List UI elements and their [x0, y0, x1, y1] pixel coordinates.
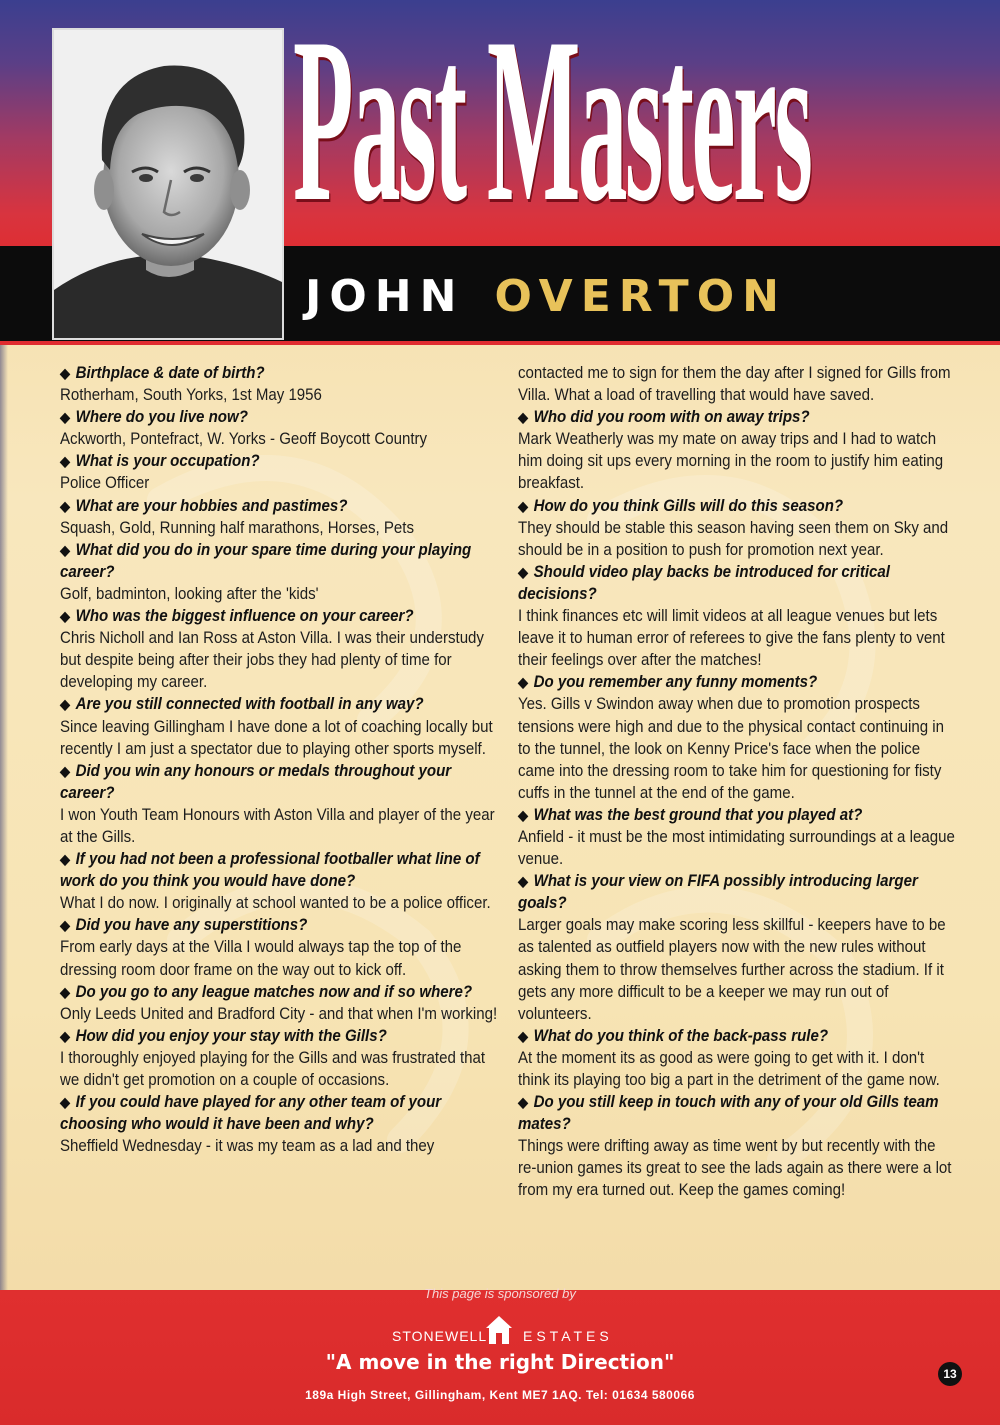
diamond-bullet-icon: ◆ — [60, 1094, 71, 1111]
player-name — [305, 262, 787, 332]
qa-item — [60, 539, 500, 605]
left-column — [60, 362, 500, 1157]
qa-item — [518, 1025, 958, 1091]
diamond-bullet-icon: ◆ — [60, 762, 71, 779]
question-text: Birthplace & date of birth? — [75, 364, 265, 382]
answer: I thoroughly enjoyed playing for the Gills and was frustrated that we didn't get promotion on a couple of occasions. — [60, 1048, 486, 1089]
diamond-bullet-icon: ◆ — [518, 1027, 529, 1044]
question — [518, 870, 958, 914]
qa-item — [60, 362, 500, 406]
qa-item — [60, 848, 500, 914]
question — [518, 1091, 958, 1135]
qa-item — [60, 1091, 500, 1157]
right-qa-list — [518, 362, 958, 1202]
question-text: Did you win any honours or medals throughout your career? — [60, 761, 452, 802]
question-text: What did you do in your spare time during your playing career? — [60, 540, 472, 581]
question — [60, 1091, 500, 1135]
question-text: What is your view on FIFA possibly introducing larger goals? — [518, 872, 918, 913]
sponsor-note: This page is sponsored by — [424, 1286, 576, 1301]
question — [60, 1025, 500, 1047]
diamond-bullet-icon: ◆ — [60, 696, 71, 713]
qa-item — [518, 671, 958, 804]
question-text: Do you go to any league matches now and if so where? — [75, 982, 473, 1001]
diamond-bullet-icon: ◆ — [518, 806, 529, 823]
question — [518, 495, 958, 517]
diamond-bullet-icon: ◆ — [518, 1094, 529, 1111]
answer: Chris Nicholl and Ian Ross at Aston Villa. I was their understudy but despite being after their jobs they had plenty of time for developing my career. — [60, 629, 484, 692]
question-text: What is your occupation? — [75, 452, 260, 471]
diamond-bullet-icon: ◆ — [60, 608, 71, 625]
diamond-bullet-icon: ◆ — [60, 1027, 71, 1044]
page-number: 13 — [938, 1362, 962, 1386]
question — [60, 495, 500, 517]
question — [60, 539, 500, 583]
answer: I won Youth Team Honours with Aston Villa and player of the year at the Gills. — [60, 805, 495, 846]
question-text: Did you have any superstitions? — [75, 916, 308, 935]
answer: Anfield - it must be the most intimidating surroundings at a league venue. — [518, 827, 955, 869]
sponsor-tagline: "A move in the right Direction" — [325, 1350, 675, 1374]
diamond-bullet-icon: ◆ — [518, 674, 529, 691]
diamond-bullet-icon: ◆ — [518, 563, 529, 580]
sponsor-logo — [380, 1312, 620, 1352]
question — [60, 693, 500, 715]
answer: Larger goals may make scoring less skillful - keepers have to be as talented as outfield players now with the new rules without asking them to throw themselves further across the stadium. If it gets any more difficult to be a keeper we may run out of volunteers. — [518, 916, 946, 1023]
brand-name-left: STONEWELL — [392, 1328, 488, 1344]
qa-item — [60, 1025, 500, 1091]
question-text: Are you still connected with football in any way? — [75, 695, 424, 714]
player-photo — [52, 28, 284, 340]
answer: Police Officer — [60, 474, 150, 493]
qa-item — [60, 981, 500, 1025]
answer: Ackworth, Pontefract, W. Yorks - Geoff Boycott Country — [60, 430, 428, 449]
qa-item — [60, 450, 500, 494]
house-icon — [484, 1314, 514, 1346]
answer: They should be stable this season having seen them on Sky and should be in a position to push for promotion next year. — [518, 518, 949, 559]
page-title: Past Masters — [293, 0, 811, 251]
diamond-bullet-icon: ◆ — [518, 497, 529, 514]
question — [60, 760, 500, 804]
question — [60, 605, 500, 627]
question-text: How did you enjoy your stay with the Gills? — [75, 1026, 387, 1045]
sponsor-footer — [0, 1286, 1000, 1425]
right-column — [518, 362, 958, 1202]
question — [518, 406, 958, 428]
answer: Squash, Gold, Running half marathons, Horses, Pets — [60, 518, 414, 537]
answer: Things were drifting away as time went by but recently with the re-union games its great to see the lads again as there were a lot from my era turned out. Keep the games coming! — [518, 1137, 952, 1200]
qa-item — [518, 1091, 958, 1201]
answer: Yes. Gills v Swindon away when due to promotion prospects tensions were high and due to the physical contact continuing in to the tunnel, the look on Kenny Price's face when the police came into the dressing room to take him for questioning for fisty cuffs in the tunnel at the end of the game. — [518, 695, 944, 802]
answer: Since leaving Gillingham I have done a lot of coaching locally but recently I am just a spectator due to playing other sports myself. — [60, 717, 493, 758]
continued-answer: contacted me to sign for them the day after I signed for Gills from Villa. What a load of travelling that would have saved. — [518, 364, 951, 405]
diamond-bullet-icon: ◆ — [60, 917, 71, 934]
diamond-bullet-icon: ◆ — [60, 983, 71, 1000]
question — [60, 848, 500, 892]
question — [60, 914, 500, 936]
qa-item — [518, 870, 958, 1025]
question-text: If you could have played for any other team of your choosing who would it have been and why? — [60, 1093, 442, 1134]
qa-item — [60, 693, 500, 759]
qa-item — [60, 914, 500, 980]
diamond-bullet-icon: ◆ — [518, 873, 529, 890]
qa-item — [60, 406, 500, 450]
question-text: Who did you room with on away trips? — [533, 408, 810, 427]
answer: From early days at the Villa I would always tap the top of the dressing room door frame on the way out to kick off. — [60, 938, 462, 979]
question-text: What are your hobbies and pastimes? — [75, 496, 348, 515]
qa-item — [518, 495, 958, 561]
diamond-bullet-icon: ◆ — [60, 497, 71, 514]
answer: Golf, badminton, looking after the 'kids' — [60, 584, 319, 603]
qa-item — [60, 495, 500, 539]
question — [60, 450, 500, 472]
question-text: What was the best ground that you played at? — [533, 805, 863, 824]
diamond-bullet-icon: ◆ — [60, 453, 71, 470]
question-text: If you had not been a professional footballer what line of work do you think you would have done? — [60, 850, 480, 891]
question-text: What do you think of the back-pass rule? — [533, 1026, 829, 1045]
question-text: Do you remember any funny moments? — [533, 673, 818, 692]
question-text: Where do you live now? — [75, 408, 248, 427]
question-text: Should video play backs be introduced for critical decisions? — [518, 562, 890, 603]
sponsor-address: 189a High Street, Gillingham, Kent ME7 1AQ. Tel: 01634 580066 — [305, 1388, 695, 1402]
answer: At the moment its as good as were going to get with it. I don't think its playing too big a part in the detriment of the game now. — [518, 1048, 940, 1089]
question — [518, 1025, 958, 1047]
question — [518, 804, 958, 826]
answer: Only Leeds United and Bradford City - and that when I'm working! — [60, 1004, 498, 1023]
answer: Rotherham, South Yorks, 1st May 1956 — [60, 386, 322, 405]
question — [60, 406, 500, 428]
qa-item — [60, 605, 500, 693]
brand-name-right: ESTATES — [523, 1328, 613, 1344]
question — [60, 362, 500, 384]
qa-item — [518, 406, 958, 494]
diamond-bullet-icon: ◆ — [60, 851, 71, 868]
qa-item — [60, 760, 500, 848]
answer: What I do now. I originally at school wanted to be a police officer. — [60, 894, 491, 913]
question-text: How do you think Gills will do this season? — [533, 496, 844, 515]
answer: I think finances etc will limit videos at all league venues but lets leave it to human error of referees to give the fans plenty to vent their feelings over after the matches! — [518, 607, 945, 670]
diamond-bullet-icon: ◆ — [60, 365, 71, 381]
player-last-name: OVERTON — [494, 271, 787, 322]
question — [518, 561, 958, 605]
question — [518, 671, 958, 693]
diamond-bullet-icon: ◆ — [60, 541, 71, 558]
player-first-name: JOHN — [305, 271, 465, 322]
answer: Mark Weatherly was my mate on away trips and I had to watch him doing sit ups every morning in the room to justify him eating breakfast. — [518, 430, 944, 493]
question-text: Do you still keep in touch with any of your old Gills team mates? — [518, 1093, 939, 1134]
qa-item — [518, 804, 958, 870]
answer: Sheffield Wednesday - it was my team as a lad and they — [60, 1137, 435, 1156]
diamond-bullet-icon: ◆ — [518, 409, 529, 426]
diamond-bullet-icon: ◆ — [60, 409, 71, 426]
question-text: Who was the biggest influence on your career? — [75, 607, 414, 626]
qa-item — [518, 561, 958, 671]
left-qa-list — [60, 362, 500, 1157]
question — [60, 981, 500, 1003]
